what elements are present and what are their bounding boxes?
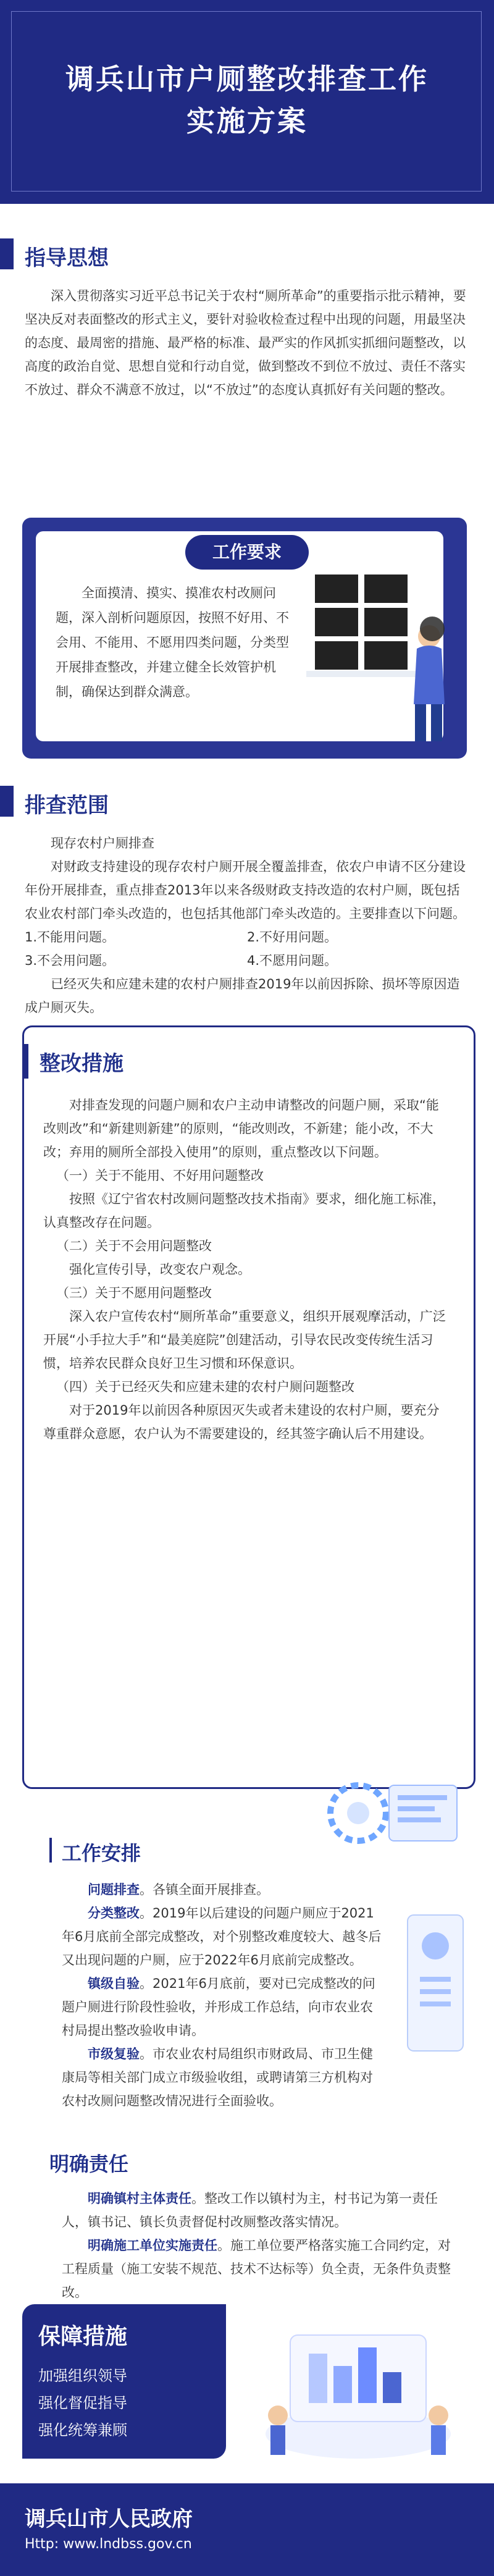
page-title-line1: 调兵山市户厕整改排查工作	[65, 62, 429, 96]
responsibility-text: 。整改工作以镇村为主，村书记为第一责任人，镇书记、镇长负责督促村改厕整改落实情况。	[62, 2191, 438, 2229]
work-requirement-text: 全面摸清、摸实、摸准农村改厕问题，深入剖析问题原因，按照不好用、不会用、不能用、不愿用四类问题，分类型开展排查整改，并建立健全长效管护机制，确保达到群众满意。	[56, 586, 289, 699]
measure-body: 按照《辽宁省农村改厕问题整改技术指南》要求，细化施工标准，认真整改存在问题。	[43, 1192, 445, 1230]
arrangement-label: 镇级自验	[88, 1976, 140, 1991]
guarantee-item: 强化统筹兼顾	[38, 2422, 127, 2439]
header-banner	[0, 0, 494, 204]
guarantee-box	[22, 2304, 226, 2459]
guarantee-item: 强化督促指导	[38, 2394, 127, 2412]
work-requirement-heading: 工作要求	[212, 542, 282, 562]
arrangement-text: 。2021年6月底前，要对已完成整改的问题户厕进行阶段性验收，并形成工作总结，向市农业农村局提出整改验收申请。	[62, 1976, 375, 2038]
arrangement-item	[62, 1878, 383, 1901]
arrangement-item	[62, 1901, 383, 1972]
scope-problem-list	[25, 925, 469, 972]
responsibility-item	[62, 2187, 457, 2234]
section-title-scope: 排查范围	[25, 793, 109, 818]
measure-body: 深入农户宣传农村“厕所革命”重要意义，组织开展观摩活动，广泛开展“小手拉大手”和“最美庭院”创建活动，引导农民改变传统生活习惯，培养农民群众良好卫生习惯和环保意识。	[43, 1309, 446, 1371]
measure-title: （一）关于不能用、不好用问题整改	[56, 1168, 264, 1183]
scope-problem: 3.不会用问题。	[25, 953, 115, 968]
section-title-guidance: 指导思想	[25, 246, 109, 271]
arrangement-label: 分类整改	[88, 1906, 140, 1921]
measure-title: （四）关于已经灭失和应建未建的农村户厕问题整改	[56, 1379, 354, 1394]
scope-content	[25, 831, 469, 1019]
section-marker	[0, 786, 14, 817]
responsibility-item	[62, 2234, 457, 2304]
scope-text: 对财政支持建设的现存农村户厕开展全覆盖排查，依农户申请不区分建设年份开展排查，重点排查2013年以来各级财政支持改造的农村户厕，既包括农业农村部门牵头改造的，也包括其他部门牵头改造的。主要排查以下问题。	[25, 859, 466, 921]
arrangement-item	[62, 2042, 383, 2113]
arrangement-label: 问题排查	[88, 1882, 140, 1897]
responsibility-text: 。施工单位要严格落实施工合同约定，对工程质量（施工安装不规范、技术不达标等）负全责，无条件负责整改。	[62, 2238, 451, 2300]
section-marker	[0, 238, 14, 269]
arrangement-text: 。市农业农村局组织市财政局、市卫生健康局等相关部门成立市级验收组，或聘请第三方机构对农村改厕问题整改情况进行全面验收。	[62, 2047, 373, 2108]
scope-problem: 4.不愿用问题。	[247, 953, 338, 968]
guarantee-item: 加强组织领导	[38, 2367, 127, 2384]
footer	[0, 2483, 494, 2576]
monitor-illustration	[303, 562, 457, 747]
section-title-rectification: 整改措施	[40, 1051, 124, 1076]
footer-org: 调兵山市人民政府	[25, 2507, 193, 2532]
rectification-content	[43, 1093, 451, 1446]
scope-problem: 2.不好用问题。	[247, 930, 338, 945]
rectification-intro: 对排查发现的问题户厕和农户主动申请整改的问题户厕，采取“能改则改”和“新建则新建”的原则，“能改则改，不新建；能小改，不大改；弃用的厕所全部投入使用”的原则，重点整改以下问题。	[43, 1098, 439, 1160]
scope-subheading: 现存农村户厕排查	[51, 836, 154, 851]
tower-illustration	[395, 1903, 475, 2063]
responsibility-content	[62, 2187, 457, 2304]
arrangement-text: 。2019年以后建设的问题户厕应于2021年6月底前全部完成整改，对个别整改难度较大、越冬后又出现问题的户厕，应于2022年6月底前完成整改。	[62, 1906, 382, 1968]
responsibility-label: 明确镇村主体责任	[88, 2191, 191, 2206]
guidance-paragraph	[25, 284, 469, 402]
gears-illustration	[321, 1767, 469, 1859]
measure-body: 强化宣传引导，改变农户观念。	[69, 1262, 251, 1277]
measure-body: 对于2019年以前因各种原因灭失或者未建设的农村户厕，要充分尊重群众意愿，农户认为不需要建设的，经其签字确认后不用建设。	[43, 1403, 440, 1441]
scope-note: 已经灭失和应建未建的农村户厕排查2019年以前因拆除、损坏等原因造成户厕灭失。	[25, 977, 460, 1015]
teamwork-illustration	[247, 2310, 469, 2471]
responsibility-label: 明确施工单位实施责任	[88, 2238, 217, 2253]
arrangement-text: 。各镇全面开展排查。	[140, 1882, 269, 1897]
section-marker	[49, 1838, 52, 1863]
arrangement-label: 市级复验	[88, 2047, 140, 2061]
measure-title: （三）关于不愿用问题整改	[56, 1286, 212, 1300]
footer-url[interactable]: Http: www.lndbss.gov.cn	[25, 2536, 192, 2552]
section-title-arrangement: 工作安排	[62, 1842, 141, 1865]
measure-title: （二）关于不会用问题整改	[56, 1239, 212, 1253]
guidance-text: 深入贯彻落实习近平总书记关于农村“厕所革命”的重要指示批示精神，要坚决反对表面整改的形式主义，要针对验收检查过程中出现的问题，用最坚决的态度、最周密的措施、最严格的标准、最严实的作风抓实抓细问题整改，以高度的政治自觉、思想自觉和行动自觉，做到整改不到位不放过、责任不落实不放过、群众不满意不放过，以“不放过”的态度认真抓好有关问题的整改。	[25, 288, 466, 397]
scope-problem: 1.不能用问题。	[25, 930, 115, 945]
section-marker	[22, 1044, 28, 1079]
guarantee-heading: 保障措施	[38, 2324, 128, 2349]
arrangement-item	[62, 1972, 383, 2042]
arrangement-content	[62, 1878, 383, 2113]
section-title-responsibility: 明确责任	[49, 2152, 129, 2176]
page-title-line2: 实施方案	[186, 104, 308, 138]
work-requirement-paragraph	[56, 581, 290, 704]
